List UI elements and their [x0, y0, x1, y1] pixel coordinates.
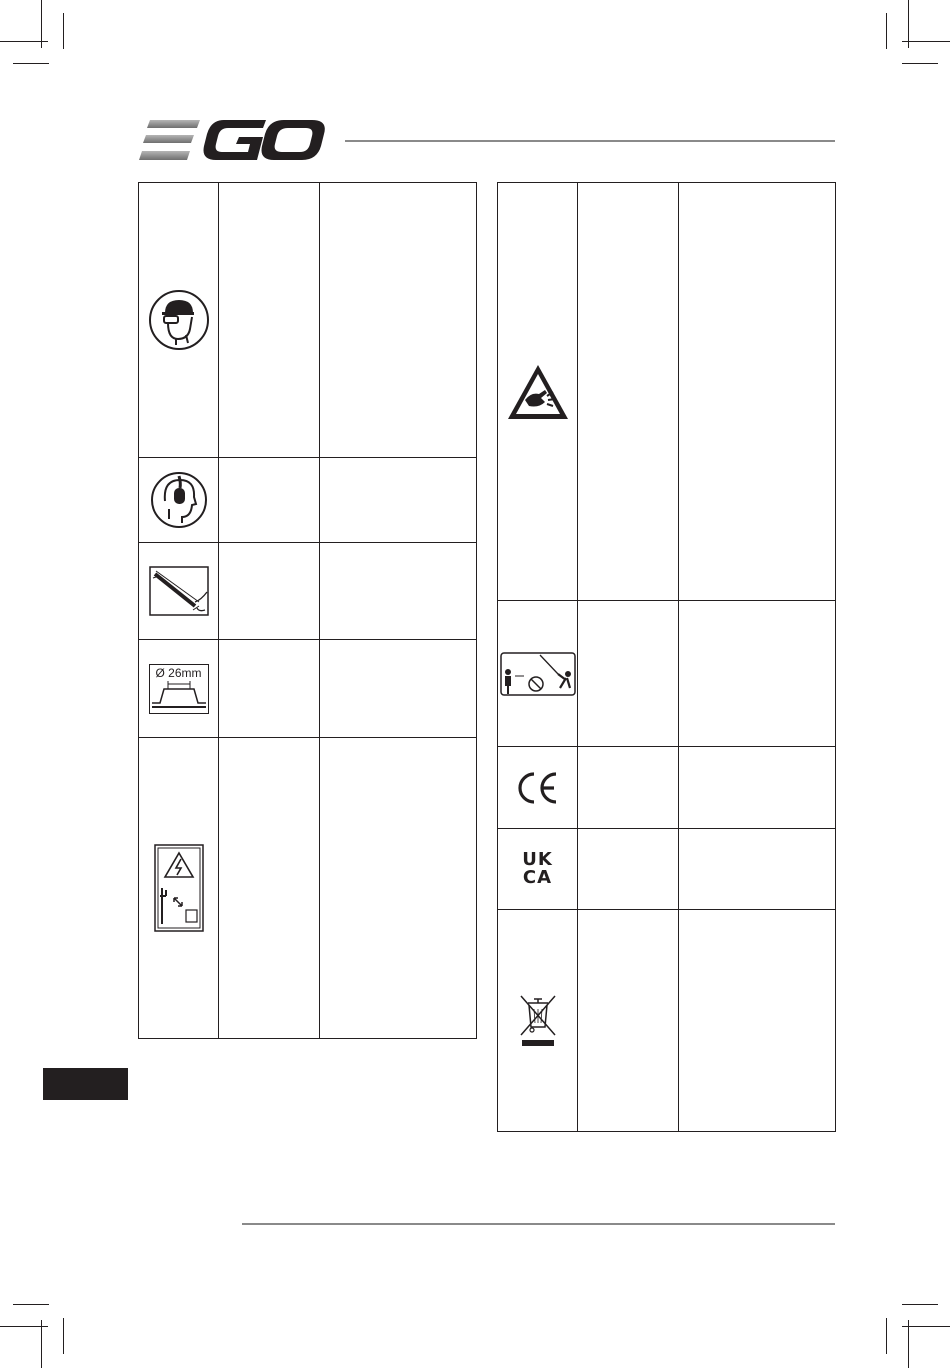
table-row [139, 738, 477, 1039]
symbol-table-right [497, 182, 836, 1132]
symbol-name-cell [578, 829, 679, 910]
symbol-name [578, 386, 678, 398]
table-row [498, 910, 836, 1132]
symbol-name [219, 314, 319, 326]
crop-mark [13, 1304, 49, 1305]
icon-cell [139, 458, 219, 543]
symbol-description-cell [679, 747, 836, 829]
safety-helmet-goggles-icon [148, 289, 210, 351]
symbol-name-cell [219, 640, 320, 738]
hand-cut-warning-icon [505, 362, 571, 422]
symbol-name-cell [578, 183, 679, 601]
crop-mark [902, 41, 950, 42]
symbol-name-cell [219, 183, 320, 458]
symbol-description [320, 494, 476, 506]
icon-cell [498, 829, 578, 910]
symbol-name-cell [219, 543, 320, 640]
crop-mark [41, 1320, 42, 1368]
keep-bystanders-away-icon [500, 652, 576, 696]
symbol-table-left [138, 182, 477, 1039]
table-row [139, 458, 477, 543]
crop-mark [902, 1326, 950, 1327]
icon-cell [139, 640, 219, 738]
crop-mark [63, 13, 64, 49]
icon-cell [139, 543, 219, 640]
icon-cell [498, 601, 578, 747]
language-tab [43, 1068, 128, 1100]
symbol-description [320, 314, 476, 326]
symbol-name [578, 782, 678, 794]
symbol-description [320, 683, 476, 695]
symbol-name [578, 668, 678, 680]
symbol-name-cell [578, 910, 679, 1132]
symbol-description [679, 782, 835, 794]
symbol-name-cell [578, 601, 679, 747]
electric-line-distance-warning-icon [154, 844, 204, 932]
symbol-description-cell [320, 183, 477, 458]
symbol-name-cell [578, 747, 679, 829]
ukca-line-2: CA [522, 866, 553, 888]
ce-mark-icon [516, 771, 560, 805]
crop-mark [13, 63, 49, 64]
symbol-name-cell [219, 738, 320, 1039]
crop-mark [886, 1318, 887, 1354]
table-row [498, 747, 836, 829]
crop-mark [886, 13, 887, 49]
symbol-description-cell [320, 738, 477, 1039]
symbol-description-cell [679, 910, 836, 1132]
icon-cell [139, 183, 219, 458]
table-row [498, 829, 836, 910]
footer-rule [242, 1223, 835, 1225]
header-rule [345, 140, 835, 142]
symbol-name [219, 683, 319, 695]
ear-protection-icon [150, 471, 208, 529]
symbol-name [578, 863, 678, 875]
crop-mark [63, 1318, 64, 1354]
table-row [498, 601, 836, 747]
ego-logo [138, 118, 326, 162]
symbol-description-cell [679, 829, 836, 910]
icon-cell [498, 910, 578, 1132]
symbol-description-cell [320, 543, 477, 640]
table-row [139, 543, 477, 640]
symbol-description [679, 863, 835, 875]
ukca-line-1: UK [522, 848, 553, 870]
symbol-description [320, 882, 476, 894]
symbol-description-cell [679, 183, 836, 601]
symbol-name [219, 882, 319, 894]
symbol-description [679, 1015, 835, 1027]
symbol-description [320, 585, 476, 597]
pole-length-icon [149, 566, 209, 616]
icon-cell [498, 747, 578, 829]
symbol-name [219, 494, 319, 506]
symbol-name-cell [219, 458, 320, 543]
weee-crossed-bin-icon [518, 993, 558, 1049]
ukca-mark-icon [522, 848, 553, 888]
crop-mark [902, 63, 938, 64]
crop-mark [908, 1320, 909, 1368]
crop-mark [0, 1326, 48, 1327]
icon-cell [139, 738, 219, 1039]
table-row [139, 640, 477, 738]
symbol-description [679, 386, 835, 398]
table-row [139, 183, 477, 458]
symbol-description-cell [320, 458, 477, 543]
symbol-description-cell [679, 601, 836, 747]
crop-mark [0, 41, 48, 42]
crop-mark [902, 1304, 938, 1305]
symbol-description-cell [320, 640, 477, 738]
symbol-name [578, 1015, 678, 1027]
symbol-name [219, 585, 319, 597]
diameter-label: Ø 26mm [155, 665, 202, 680]
table-row [498, 183, 836, 601]
symbol-description [679, 668, 835, 680]
max-cutting-diameter-icon [149, 664, 209, 714]
icon-cell [498, 183, 578, 601]
